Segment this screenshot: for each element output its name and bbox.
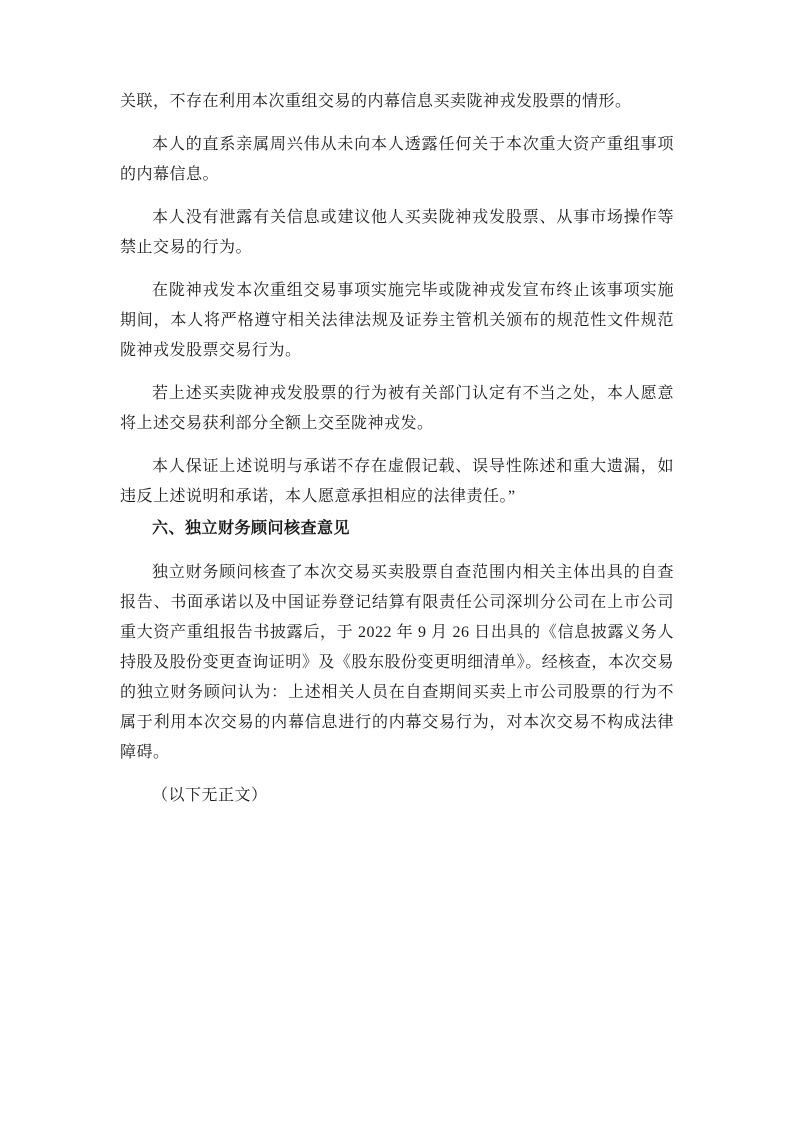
section-heading: 六、独立财务顾问核查意见	[152, 520, 351, 537]
paragraph: 在陇神戎发本次重组交易事项实施完毕或陇神戎发宣布终止该事项实施期间，本人将严格遵守相关法律法规及证券主管机关颁布的规范性文件规范陇神戎发股票交易行为。	[120, 282, 674, 359]
paragraph: 本人保证上述说明与承诺不存在虚假记载、误导性陈述和重大遗漏，如违反上述说明和承诺，本人愿意承担相应的法律责任。”	[120, 458, 674, 505]
paragraph: 本人的直系亲属周兴伟从未向本人透露任何关于本次重大资产重组事项的内幕信息。	[120, 136, 674, 183]
paragraph: 若上述买卖陇神戎发股票的行为被有关部门认定有不当之处，本人愿意将上述交易获利部分全额上交至陇神戎发。	[120, 385, 674, 432]
paragraph: 本人没有泄露有关信息或建议他人买卖陇神戎发股票、从事市场操作等禁止交易的行为。	[120, 209, 674, 256]
paragraph: 关联，不存在利用本次重组交易的内幕信息买卖陇神戎发股票的情形。	[120, 93, 632, 110]
document-body	[120, 87, 674, 811]
paragraph: 独立财务顾问核查了本次交易买卖股票自查范围内相关主体出具的自查报告、书面承诺以及中国证券登记结算有限责任公司深圳分公司在上市公司重大资产重组报告书披露后，于 2022 年 9 月 26 日出具的《信息披露义务人持股及股份变更查询证明》及《股东股份变更明细清单》。经核查，本次交易的独立财务顾问认为：上述相关人员在自查期间买卖上市公司股票的行为不属于利用本次交易的内幕信息进行的内幕交易行为，对本次交易不构成法律障碍。	[120, 564, 674, 761]
paragraph: （以下无正文）	[152, 787, 268, 804]
